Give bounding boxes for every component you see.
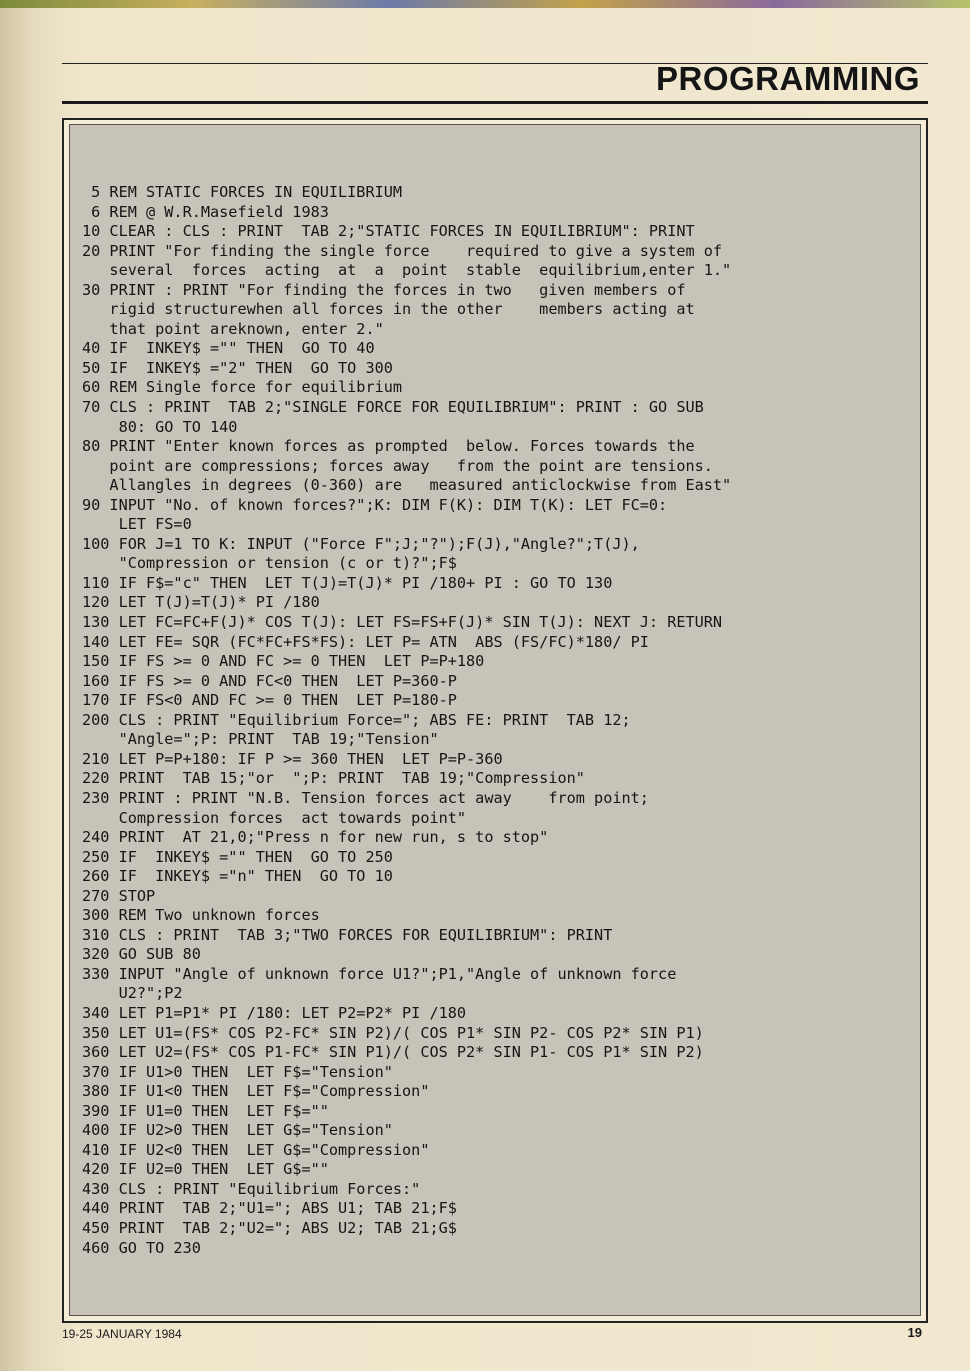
code-line: 6 REM @ W.R.Masefield 1983	[82, 202, 329, 221]
code-line: 420 IF U2=0 THEN LET G$=""	[82, 1160, 329, 1179]
code-line: 170 IF FS<0 AND FC >= 0 THEN LET P=180-P	[82, 691, 457, 710]
code-line: 360 LET U2=(FS* COS P1-FC* SIN P1)/( COS P2* SIN P1- COS P1* SIN P2)	[82, 1043, 704, 1062]
program-listing-panel	[69, 124, 921, 1316]
code-line: 150 IF FS >= 0 AND FC >= 0 THEN LET P=P+180	[82, 652, 485, 671]
program-listing	[82, 183, 916, 1258]
code-line: 140 LET FE= SQR (FC*FC+FS*FS): LET P= ATN ABS (FS/FC)*180/ PI	[82, 632, 649, 651]
code-line: 330 INPUT "Angle of unknown force U1?";P1,"Angle of unknown force	[82, 964, 677, 983]
code-line: 70 CLS : PRINT TAB 2;"SINGLE FORCE FOR EQUILIBRIUM": PRINT : GO SUB	[82, 398, 704, 417]
code-line: "Angle=";P: PRINT TAB 19;"Tension"	[82, 730, 439, 749]
code-line: 10 CLEAR : CLS : PRINT TAB 2;"STATIC FORCES IN EQUILIBRIUM": PRINT	[82, 222, 695, 241]
code-line: 430 CLS : PRINT "Equilibrium Forces:"	[82, 1179, 421, 1198]
code-line: 440 PRINT TAB 2;"U1="; ABS U1; TAB 21;F$	[82, 1199, 457, 1218]
code-line: 240 PRINT AT 21,0;"Press n for new run, s to stop"	[82, 828, 549, 847]
code-line: LET FS=0	[82, 515, 192, 534]
code-line: 270 STOP	[82, 886, 156, 905]
code-line: 30 PRINT : PRINT "For finding the forces in two given members of	[82, 280, 686, 299]
code-line: 60 REM Single force for equilibrium	[82, 378, 403, 397]
code-line: 260 IF INKEY$ ="n" THEN GO TO 10	[82, 867, 393, 886]
code-line: 80 PRINT "Enter known forces as prompted below. Forces towards the	[82, 437, 695, 456]
code-line: 110 IF F$="c" THEN LET T(J)=T(J)* PI /180+ PI : GO TO 130	[82, 573, 613, 592]
code-line: Allangles in degrees (0-360) are measured anticlockwise from East"	[82, 476, 732, 495]
code-line: 400 IF U2>0 THEN LET G$="Tension"	[82, 1121, 393, 1140]
code-line: 210 LET P=P+180: IF P >= 360 THEN LET P=P-360	[82, 749, 503, 768]
code-line: 100 FOR J=1 TO K: INPUT ("Force F";J;"?");F(J),"Angle?";T(J),	[82, 534, 640, 553]
code-line: 90 INPUT "No. of known forces?";K: DIM F(K): DIM T(K): LET FC=0:	[82, 495, 668, 514]
code-line: rigid structurewhen all forces in the other members acting at	[82, 300, 695, 319]
code-line: 160 IF FS >= 0 AND FC<0 THEN LET P=360-P	[82, 671, 457, 690]
code-line: U2?";P2	[82, 984, 183, 1003]
code-line: 350 LET U1=(FS* COS P2-FC* SIN P2)/( COS P1* SIN P2- COS P2* SIN P1)	[82, 1023, 704, 1042]
code-line: Compression forces act towards point"	[82, 808, 467, 827]
code-line: that point areknown, enter 2."	[82, 319, 384, 338]
color-strip	[0, 0, 970, 8]
code-line: 130 LET FC=FC+F(J)* COS T(J): LET FS=FS+F(J)* SIN T(J): NEXT J: RETURN	[82, 613, 723, 632]
section-title: PROGRAMMING	[656, 60, 920, 97]
code-line: 390 IF U1=0 THEN LET F$=""	[82, 1101, 329, 1120]
code-line: 460 GO TO 230	[82, 1238, 201, 1257]
code-line: 200 CLS : PRINT "Equilibrium Force="; ABS FE: PRINT TAB 12;	[82, 710, 631, 729]
code-line: point are compressions; forces away from the point are tensions.	[82, 456, 713, 475]
code-line: 250 IF INKEY$ ="" THEN GO TO 250	[82, 847, 393, 866]
code-line: 40 IF INKEY$ ="" THEN GO TO 40	[82, 339, 375, 358]
code-line: 320 GO SUB 80	[82, 945, 201, 964]
code-line: 310 CLS : PRINT TAB 3;"TWO FORCES FOR EQUILIBRIUM": PRINT	[82, 925, 613, 944]
code-line: 120 LET T(J)=T(J)* PI /180	[82, 593, 320, 612]
code-line: 300 REM Two unknown forces	[82, 906, 320, 925]
code-line: 340 LET P1=P1* PI /180: LET P2=P2* PI /180	[82, 1003, 467, 1022]
program-listing-box	[62, 118, 928, 1323]
code-line: 380 IF U1<0 THEN LET F$="Compression"	[82, 1082, 430, 1101]
code-line: 50 IF INKEY$ ="2" THEN GO TO 300	[82, 358, 393, 377]
code-line: 5 REM STATIC FORCES IN EQUILIBRIUM	[82, 183, 403, 201]
code-line: 20 PRINT "For finding the single force required to give a system of	[82, 241, 723, 260]
code-line: several forces acting at a point stable equilibrium,enter 1."	[82, 261, 732, 280]
code-line: 410 IF U2<0 THEN LET G$="Compression"	[82, 1140, 430, 1159]
code-line: "Compression or tension (c or t)?";F$	[82, 554, 457, 573]
code-line: 370 IF U1>0 THEN LET F$="Tension"	[82, 1062, 393, 1081]
header-rule-bottom	[62, 101, 928, 104]
code-line: 220 PRINT TAB 15;"or ";P: PRINT TAB 19;"Compression"	[82, 769, 585, 788]
code-line: 450 PRINT TAB 2;"U2="; ABS U2; TAB 21;G$	[82, 1218, 457, 1237]
page-number: 19	[907, 1325, 922, 1340]
code-line: 80: GO TO 140	[82, 417, 238, 436]
code-line: 230 PRINT : PRINT "N.B. Tension forces act away from point;	[82, 788, 649, 807]
issue-date: 19-25 JANUARY 1984	[62, 1327, 182, 1341]
